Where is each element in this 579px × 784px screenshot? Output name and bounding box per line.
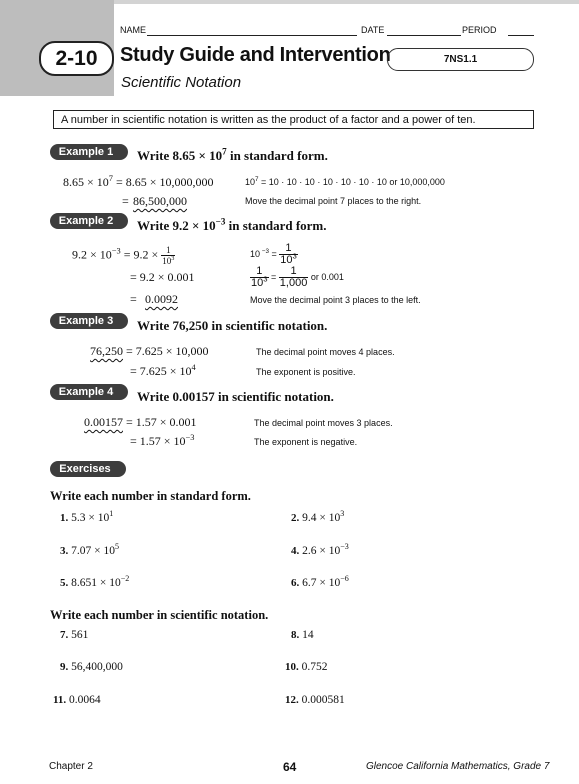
- standard-badge: 7NS1.1: [387, 48, 534, 71]
- exercise-item: 6. $6.7 \times 10^{-6}$: [291, 574, 349, 589]
- exercise-item: 12. 0.000581: [285, 694, 345, 706]
- example-2-note-2: $\frac{1}{10^3}$ = $\frac{1}{1,000}$ or 0.001: [251, 265, 344, 289]
- example-3-line-1: 76,250 = 7.625 × 10,000: [90, 344, 209, 358]
- footer-chapter: Chapter 2: [49, 761, 93, 772]
- exercise-item: 10. 0.752: [285, 661, 328, 673]
- exercises-section-1-heading: Write each number in standard form.: [50, 489, 251, 503]
- date-blank[interactable]: [387, 35, 461, 36]
- example-2-title: Write $9.2 \times 10^{-3}$ in standard form.: [137, 216, 327, 233]
- lesson-number-badge: 2-10: [39, 41, 114, 76]
- exercise-item: 9. 56,400,000: [60, 661, 123, 673]
- example-2-line-3-value: 0.0092: [145, 292, 178, 306]
- name-label: NAME: [120, 25, 147, 35]
- example-4-line-1: 0.00157 = 1.57 × 0.001: [84, 415, 197, 429]
- example-1-line-2-value: 86,500,000: [133, 194, 187, 208]
- exercises-label: Exercises: [50, 461, 120, 477]
- example-2-line-1: $9.2 \times 10^{-3} = 9.2$ × $\frac{1}{10^3}$: [72, 245, 175, 266]
- page-title: Study Guide and Intervention: [120, 44, 391, 66]
- exercise-item: 7. 561: [60, 629, 89, 641]
- example-4-title: Write 0.00157 in scientific notation.: [137, 389, 334, 404]
- example-4-label: Example 4: [50, 384, 122, 400]
- example-1-label: Example 1: [50, 144, 122, 160]
- period-blank[interactable]: [508, 35, 534, 36]
- exercise-item: 4. $2.6 \times 10^{-3}$: [291, 542, 349, 557]
- example-2-note-3: Move the decimal point 3 places to the left.: [250, 295, 421, 305]
- footer-page-number: 64: [283, 760, 297, 774]
- exercise-item: 11. 0.0064: [53, 694, 101, 706]
- definition-box: A number in scientific notation is written as the product of a factor and a power of ten.: [53, 110, 534, 129]
- example-1-line-1: $8.65 \times 10^7 = 8.65 \times 10,000,000$: [63, 174, 214, 189]
- exercise-item: 2. $9.4 \times 10^3$: [291, 509, 345, 524]
- example-1-line-2-eq: =: [122, 194, 129, 208]
- header-top-bar: [114, 0, 579, 4]
- example-1-note-2: Move the decimal point 7 places to the right.: [245, 196, 422, 206]
- example-3-title: Write 76,250 in scientific notation.: [137, 318, 328, 333]
- page-subtitle: Scientific Notation: [121, 74, 242, 91]
- exercises-section-2-heading: Write each number in scientific notation.: [50, 608, 269, 622]
- example-1-title: Write $8.65 \times 10^7$ in standard form.: [137, 146, 328, 163]
- example-2-line-3-eq: =: [130, 292, 137, 306]
- exercise-item: 8. 14: [291, 629, 314, 641]
- example-2-note-1: 10 $^{-3}$ = $\frac{1}{10^3}$: [250, 242, 297, 266]
- period-label: PERIOD: [462, 25, 497, 35]
- footer-book-title: Glencoe California Mathematics, Grade 7: [366, 761, 550, 772]
- example-3-note-1: The decimal point moves 4 places.: [256, 347, 395, 357]
- example-3-line-2: = $7.625 \times 10^4$: [130, 363, 196, 378]
- exercise-item: 1. $5.3 \times 10^1$: [60, 509, 114, 524]
- example-2-label: Example 2: [50, 213, 122, 229]
- example-1-note-1: $10^7 = 10 \cdot 10 \cdot 10 \cdot 10 \cdot 10 \cdot 10 \cdot 10$ or 10,000,000: [245, 176, 445, 187]
- exercise-item: 5. $8.651 \times 10^{-2}$: [60, 574, 130, 589]
- example-4-line-2: = $1.57 \times 10^{-3}$: [130, 433, 195, 448]
- example-4-note-2: The exponent is negative.: [254, 437, 358, 447]
- example-4-note-1: The decimal point moves 3 places.: [254, 418, 393, 428]
- exercise-item: 3. $7.07 \times 10^5$: [60, 542, 120, 557]
- example-3-label: Example 3: [50, 313, 122, 329]
- date-label: DATE: [361, 25, 385, 35]
- example-3-note-2: The exponent is positive.: [256, 367, 356, 377]
- example-2-line-2: = 9.2 × 0.001: [130, 270, 195, 284]
- name-blank[interactable]: [147, 35, 357, 36]
